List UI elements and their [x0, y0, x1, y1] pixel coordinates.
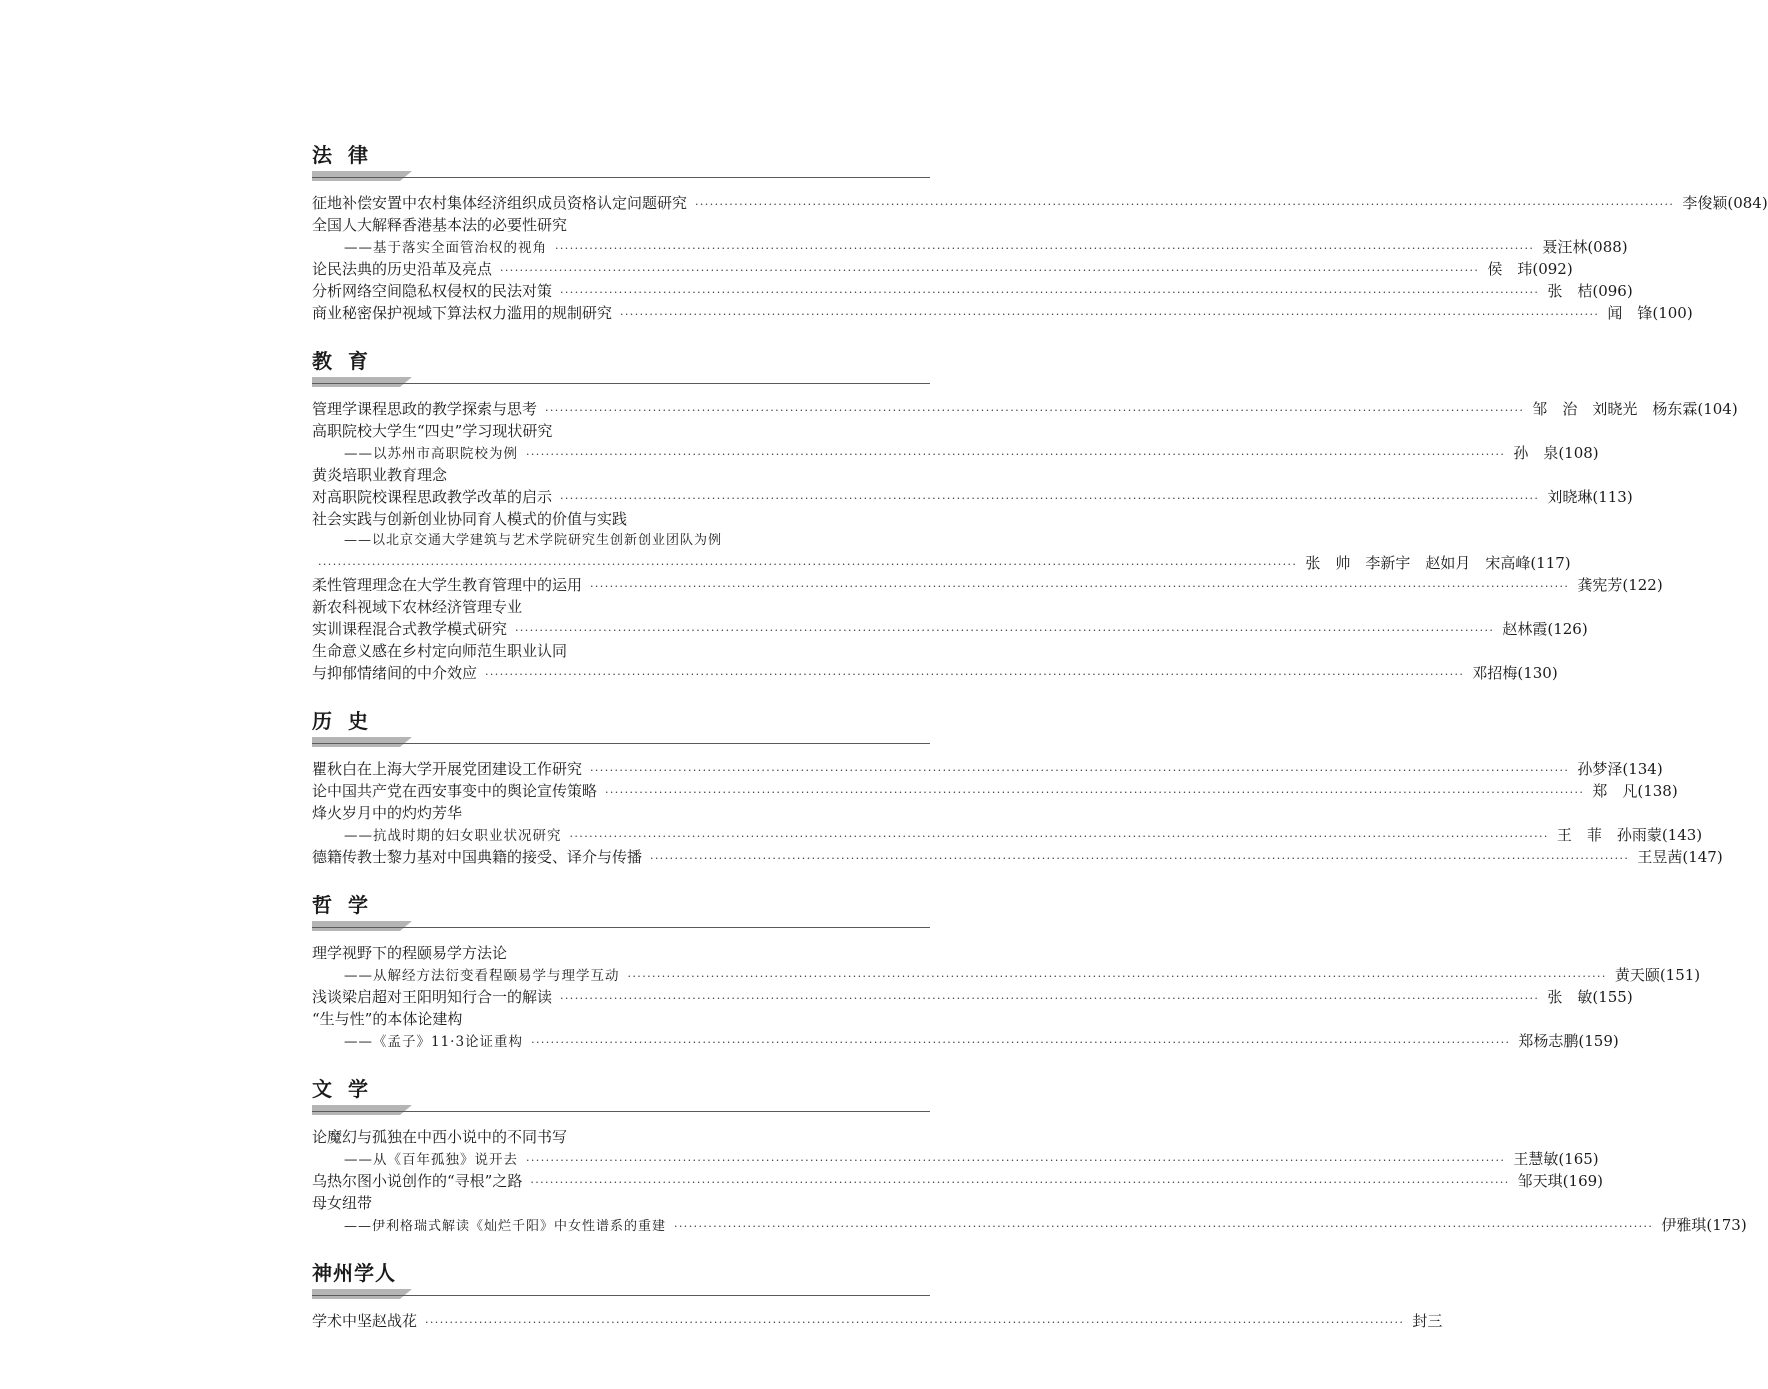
entry-author-page: 王昱茜(147) — [1637, 848, 1723, 866]
leader-dots: ········································································································································································································ — [620, 308, 1600, 321]
leader-dots: ········································································································································································································ — [526, 1154, 1506, 1167]
section-rule-wedge — [312, 171, 412, 181]
toc-entry[interactable] — [312, 552, 1571, 574]
toc-entry[interactable] — [312, 758, 1663, 780]
leader-dots: ········································································································································································································ — [555, 242, 1535, 255]
entry-title: 论中国共产党在西安事变中的舆论宣传策略 — [312, 782, 598, 800]
toc-entry[interactable] — [312, 214, 930, 236]
section-rule — [312, 170, 930, 182]
leader-dots: ········································································································································································································ — [318, 558, 1298, 571]
section-rule-line — [312, 927, 930, 928]
section-rule-line — [312, 743, 930, 744]
entry-title: 学术中坚赵战花 — [312, 1312, 418, 1330]
toc-entry[interactable] — [312, 508, 930, 530]
entry-title: 高职院校大学生“四史”学习现状研究 — [312, 422, 553, 440]
toc-section — [312, 140, 1768, 324]
toc-entry[interactable] — [312, 846, 1723, 868]
entry-author-page: 邓招梅(130) — [1472, 664, 1558, 682]
leader-dots: ········································································································································································································ — [627, 970, 1607, 983]
entry-subtitle: ——伊利格瑞式解读《灿烂千阳》中女性谱系的重建 — [344, 1219, 667, 1234]
leader-dots: ········································································································································································································ — [500, 264, 1480, 277]
leader-dots: ········································································································································································································ — [695, 198, 1675, 211]
entry-title: 论民法典的历史沿革及亮点 — [312, 260, 493, 278]
section-rule-wedge — [312, 377, 412, 387]
table-of-contents — [312, 140, 1768, 1354]
toc-entry[interactable] — [312, 1148, 1599, 1170]
entry-title: 瞿秋白在上海大学开展党团建设工作研究 — [312, 760, 583, 778]
section-rule-line — [312, 383, 930, 384]
section-header — [312, 346, 930, 398]
toc-entry[interactable] — [312, 824, 1703, 846]
toc-entry[interactable] — [312, 1126, 930, 1148]
toc-entry[interactable] — [312, 942, 930, 964]
entry-author-page: 刘晓琳(113) — [1547, 488, 1633, 506]
toc-entry[interactable] — [312, 280, 1633, 302]
entry-title: 论魔幻与孤独在中西小说中的不同书写 — [312, 1128, 568, 1146]
toc-entry[interactable] — [312, 1214, 1747, 1236]
entry-title: 社会实践与创新创业协同育人模式的价值与实践 — [312, 510, 628, 528]
entry-subtitle: ——从《百年孤独》说开去 — [344, 1152, 518, 1168]
entry-author-page: 张 帅 李新宇 赵如月 宋高峰(117) — [1305, 554, 1571, 572]
entry-author-page: 龚宪芳(122) — [1577, 576, 1663, 594]
section-rule-line — [312, 1295, 930, 1296]
section-header — [312, 706, 930, 758]
leader-dots: ········································································································································································································ — [650, 852, 1630, 865]
entry-title: 征地补偿安置中农村集体经济组织成员资格认定问题研究 — [312, 194, 688, 212]
entry-title: 烽火岁月中的灼灼芳华 — [312, 804, 463, 822]
toc-entry[interactable] — [312, 236, 1628, 258]
entry-author-page: 闻 锋(100) — [1607, 304, 1693, 322]
section-rule-line — [312, 1111, 930, 1112]
entry-author-page: 黄天颐(151) — [1614, 966, 1701, 984]
entry-subtitle: ——从解经方法衍变看程颐易学与理学互动 — [344, 968, 620, 984]
entry-title: 管理学课程思政的教学探索与思考 — [312, 400, 538, 418]
section-header — [312, 1258, 930, 1310]
entry-title: 母女纽带 — [312, 1194, 373, 1212]
leader-dots: ········································································································································································································ — [560, 286, 1540, 299]
section-rule — [312, 1288, 930, 1300]
entry-author-page: 王慧敏(165) — [1513, 1150, 1599, 1168]
entry-title: 生命意义感在乡村定向师范生职业认同 — [312, 642, 568, 660]
toc-entry[interactable] — [312, 1030, 1619, 1052]
section-header — [312, 1074, 930, 1126]
toc-entry[interactable] — [312, 258, 1573, 280]
entry-author-page: 赵林霞(126) — [1502, 620, 1588, 638]
entry-subtitle: ——以北京交通大学建筑与艺术学院研究生创新创业团队为例 — [344, 533, 723, 548]
leader-dots: ········································································································································································································ — [531, 1036, 1511, 1049]
toc-entry[interactable] — [312, 1192, 930, 1214]
entry-subtitle: ——基于落实全面管治权的视角 — [344, 240, 547, 256]
entry-author-page: 封三 — [1412, 1312, 1443, 1330]
toc-section — [312, 890, 1701, 1052]
section-rule — [312, 1104, 930, 1116]
entry-author-page: 张 桔(096) — [1547, 282, 1633, 300]
entry-title: 理学视野下的程颐易学方法论 — [312, 944, 508, 962]
section-rule-wedge — [312, 1105, 412, 1115]
leader-dots: ········································································································································································································ — [545, 404, 1525, 417]
section-title: 哲学 — [312, 893, 384, 917]
entry-title: 商业秘密保护视域下算法权力滥用的规制研究 — [312, 304, 613, 322]
section-rule — [312, 736, 930, 748]
leader-dots: ········································································································································································································ — [560, 992, 1540, 1005]
section-header — [312, 140, 930, 192]
section-title: 教育 — [312, 349, 384, 373]
entry-author-page: 邹天琪(169) — [1517, 1172, 1604, 1190]
leader-dots: ········································································································································································································ — [485, 668, 1465, 681]
section-rule-wedge — [312, 737, 412, 747]
section-header — [312, 890, 930, 942]
section-title: 神州学人 — [312, 1261, 396, 1285]
entry-title: 全国人大解释香港基本法的必要性研究 — [312, 216, 568, 234]
entry-author-page: 郑 凡(138) — [1592, 782, 1678, 800]
toc-section — [312, 1258, 1443, 1332]
leader-dots: ········································································································································································································ — [569, 830, 1549, 843]
entry-subtitle: ——《孟子》11·3论证重构 — [344, 1034, 524, 1050]
entry-title: 柔性管理理念在大学生教育管理中的运用 — [312, 576, 583, 594]
section-title: 历史 — [312, 709, 384, 733]
entry-subtitle: ——抗战时期的妇女职业状况研究 — [344, 828, 562, 844]
section-rule — [312, 920, 930, 932]
toc-entry[interactable] — [312, 192, 1768, 214]
leader-dots: ········································································································································································································ — [526, 448, 1506, 461]
entry-title: 分析网络空间隐私权侵权的民法对策 — [312, 282, 553, 300]
entry-author-page: 郑杨志鹏(159) — [1518, 1032, 1619, 1050]
leader-dots: ········································································································································································································ — [530, 1176, 1510, 1189]
entry-author-page: 邹 治 刘晓光 杨东霖(104) — [1532, 400, 1738, 418]
leader-dots: ········································································································································································································ — [515, 624, 1495, 637]
entry-title: 与抑郁情绪间的中介效应 — [312, 664, 478, 682]
leader-dots: ········································································································································································································ — [590, 580, 1570, 593]
entry-author-page: 李俊颖(084) — [1682, 194, 1768, 212]
toc-entry[interactable] — [312, 1170, 1604, 1192]
toc-entry[interactable] — [312, 530, 930, 552]
section-rule-wedge — [312, 921, 412, 931]
toc-entry[interactable] — [312, 420, 930, 442]
leader-dots: ········································································································································································································ — [560, 492, 1540, 505]
entry-author-page: 伊雅琪(173) — [1661, 1216, 1747, 1234]
section-rule — [312, 376, 930, 388]
section-title: 法律 — [312, 143, 384, 167]
entry-author-page: 侯 玮(092) — [1487, 260, 1573, 278]
toc-section — [312, 706, 1723, 868]
entry-title: 浅谈梁启超对王阳明知行合一的解读 — [312, 988, 553, 1006]
toc-entry[interactable] — [312, 640, 930, 662]
entry-title: 乌热尔图小说创作的“寻根”之路 — [312, 1172, 523, 1190]
section-rule-line — [312, 177, 930, 178]
toc-entry[interactable] — [312, 486, 1633, 508]
toc-entry[interactable] — [312, 1310, 1443, 1332]
leader-dots: ········································································································································································································ — [674, 1220, 1654, 1233]
entry-title: 德籍传教士黎力基对中国典籍的接受、译介与传播 — [312, 848, 643, 866]
toc-section — [312, 346, 1738, 684]
entry-author-page: 王 菲 孙雨蒙(143) — [1556, 826, 1703, 844]
toc-entry[interactable] — [312, 574, 1663, 596]
toc-entry[interactable] — [312, 618, 1588, 640]
entry-author-page: 张 敏(155) — [1547, 988, 1633, 1006]
toc-entry[interactable] — [312, 986, 1633, 1008]
entry-author-page: 聂汪林(088) — [1542, 238, 1628, 256]
leader-dots: ········································································································································································································ — [590, 764, 1570, 777]
section-rule-wedge — [312, 1289, 412, 1299]
toc-entry[interactable] — [312, 464, 930, 486]
entry-title: 新农科视域下农林经济管理专业 — [312, 598, 523, 616]
toc-entry[interactable] — [312, 662, 1558, 684]
entry-title: 实训课程混合式教学模式研究 — [312, 620, 508, 638]
entry-subtitle: ——以苏州市高职院校为例 — [344, 446, 518, 462]
toc-entry[interactable] — [312, 964, 1701, 986]
toc-entry[interactable] — [312, 802, 930, 824]
toc-entry[interactable] — [312, 1008, 930, 1030]
leader-dots: ········································································································································································································ — [425, 1316, 1405, 1329]
entry-title: “生与性”的本体论建构 — [312, 1010, 463, 1028]
entry-author-page: 孙 泉(108) — [1513, 444, 1599, 462]
entry-title: 黄炎培职业教育理念 — [312, 466, 448, 484]
toc-section — [312, 1074, 1747, 1236]
toc-entry[interactable] — [312, 442, 1599, 464]
toc-entry[interactable] — [312, 596, 930, 618]
toc-entry[interactable] — [312, 398, 1738, 420]
leader-dots: ········································································································································································································ — [605, 786, 1585, 799]
section-title: 文学 — [312, 1077, 384, 1101]
toc-entry[interactable] — [312, 780, 1678, 802]
toc-entry[interactable] — [312, 302, 1693, 324]
entry-author-page: 孙梦泽(134) — [1577, 760, 1663, 778]
entry-title: 对高职院校课程思政教学改革的启示 — [312, 488, 553, 506]
